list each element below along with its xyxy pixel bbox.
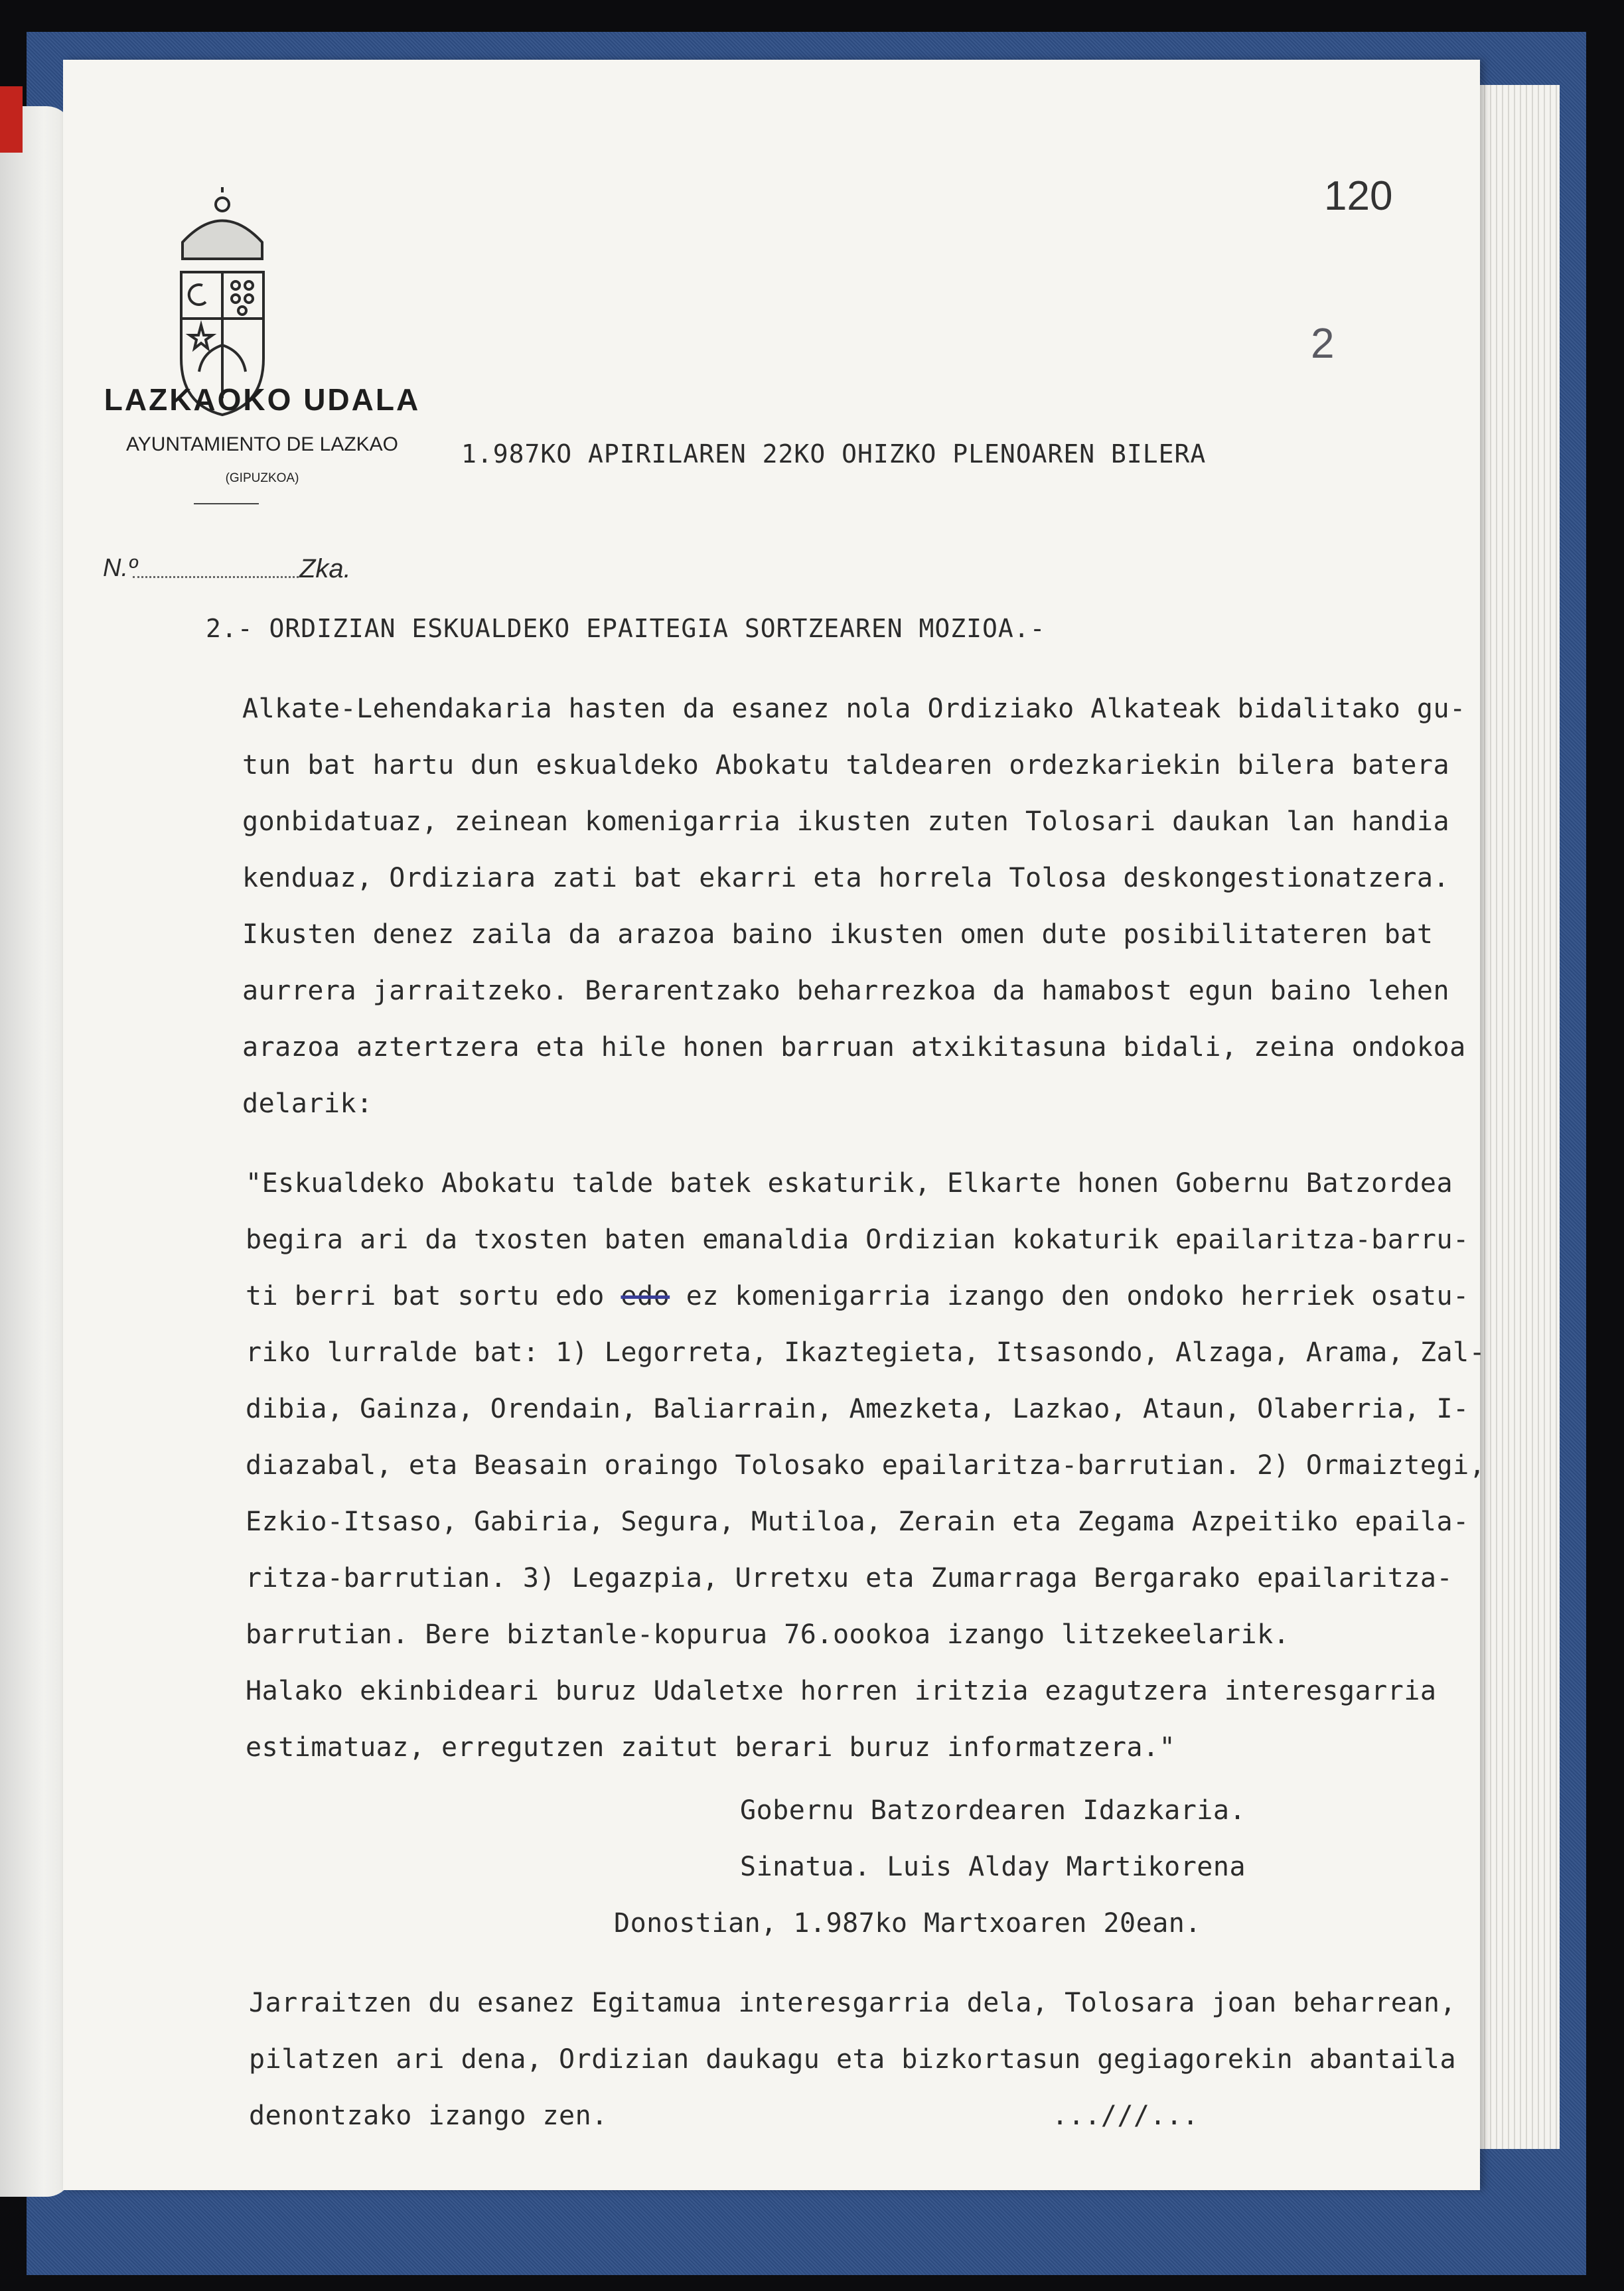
quote-line — [246, 1281, 1469, 1311]
body-line: aurrera jarraitzeko. Berarentzako beharrezkoa da hamabost egun baino lehen — [242, 976, 1450, 1006]
signature-place-date: Donostian, 1.987ko Martxoaren 20ean. — [614, 1908, 1201, 1939]
document-title: 1.987KO APIRILAREN 22KO OHIZKO PLENOAREN BILERA — [461, 439, 1207, 469]
document-page — [63, 60, 1486, 2190]
number-blank-field — [133, 576, 299, 578]
quote-line: Ezkio-Itsaso, Gabiria, Segura, Mutiloa, Zerain eta Zegama Azpeitiko epaila- — [246, 1507, 1469, 1537]
quote-line: diazabal, eta Beasain oraingo Tolosako epailaritza-barrutian. 2) Ormaiztegi, — [246, 1450, 1486, 1481]
org-subtitle: AYUNTAMIENTO DE LAZKAO — [125, 433, 399, 455]
body-line: kenduaz, Ordiziara zati bat ekarri eta horrela Tolosa deskongestionatzera. — [242, 863, 1450, 893]
number-label: N.º — [103, 554, 137, 582]
handwritten-mark: 2 — [1311, 319, 1335, 367]
struck-word: edo — [621, 1281, 670, 1311]
continuation-mark: ...///... — [1052, 2101, 1199, 2131]
body-line: arazoa aztertzera eta hile honen barruan atxikitasuna bidali, zeina ondokoa — [242, 1032, 1466, 1063]
body-line: Jarraitzen du esanez Egitamua interesgarria dela, Tolosara joan beharrean, — [249, 1988, 1457, 2018]
quote-line: ritza-barrutian. 3) Legazpia, Urretxu eta Zumarraga Bergarako epailaritza- — [246, 1563, 1453, 1593]
body-line: Ikusten denez zaila da arazoa baino ikusten omen dute posibilitateren bat — [242, 919, 1434, 950]
body-line: gonbidatuaz, zeinean komenigarria ikusten zuten Tolosari daukan lan handia — [242, 806, 1450, 837]
signature-name: Sinatua. Luis Alday Martikorena — [740, 1852, 1246, 1882]
bookmark-ribbon — [0, 86, 23, 153]
quote-line: "Eskualdeko Abokatu talde batek eskaturik, Elkarte honen Gobernu Batzordea — [246, 1168, 1453, 1199]
quote-line: barrutian. Bere biztanle-kopurua 76.oookoa izango litzekeelarik. — [246, 1619, 1290, 1650]
page-number: 120 — [1324, 173, 1393, 219]
header-divider — [194, 503, 259, 504]
section-heading: 2.- ORDIZIAN ESKUALDEKO EPAITEGIA SORTZEAREN MOZIOA.- — [206, 614, 1046, 643]
quote-line: riko lurralde bat: 1) Legorreta, Ikaztegieta, Itsasondo, Alzaga, Arama, Zal- — [246, 1337, 1486, 1368]
quote-line-end: ez komenigarria izango den ondoko herriek osatu- — [686, 1281, 1469, 1311]
body-line: tun bat hartu dun eskualdeko Abokatu taldearen ordezkariekin bilera batera — [242, 750, 1450, 780]
org-province: (GIPUZKOA) — [225, 471, 299, 485]
quote-line: begira ari da txosten baten emanaldia Ordizian kokaturik epailaritza-barru- — [246, 1224, 1469, 1255]
body-line: delarik: — [242, 1088, 373, 1119]
facing-page-edge — [0, 106, 73, 2197]
body-line: pilatzen ari dena, Ordizian daukagu eta bizkortasun gegiagorekin abantaila — [249, 2044, 1457, 2075]
org-name: LAZKAOKO UDALA — [104, 382, 421, 417]
body-line: denontzako izango zen. — [249, 2101, 608, 2131]
quote-line-start: ti berri bat sortu edo — [246, 1281, 605, 1311]
quote-line: estimatuaz, erregutzen zaitut berari buruz informatzera." — [246, 1732, 1176, 1763]
signature-title: Gobernu Batzordearen Idazkaria. — [740, 1795, 1246, 1826]
body-line: Alkate-Lehendakaria hasten da esanez nola Ordiziako Alkateak bidalitako gu- — [242, 694, 1466, 724]
quote-line: Halako ekinbideari buruz Udaletxe horren iritzia ezagutzera interesgarria — [246, 1676, 1437, 1706]
quote-line: dibia, Gainza, Orendain, Baliarrain, Amezketa, Lazkao, Ataun, Olaberria, I- — [246, 1394, 1469, 1424]
number-suffix: Zka. — [299, 554, 351, 583]
